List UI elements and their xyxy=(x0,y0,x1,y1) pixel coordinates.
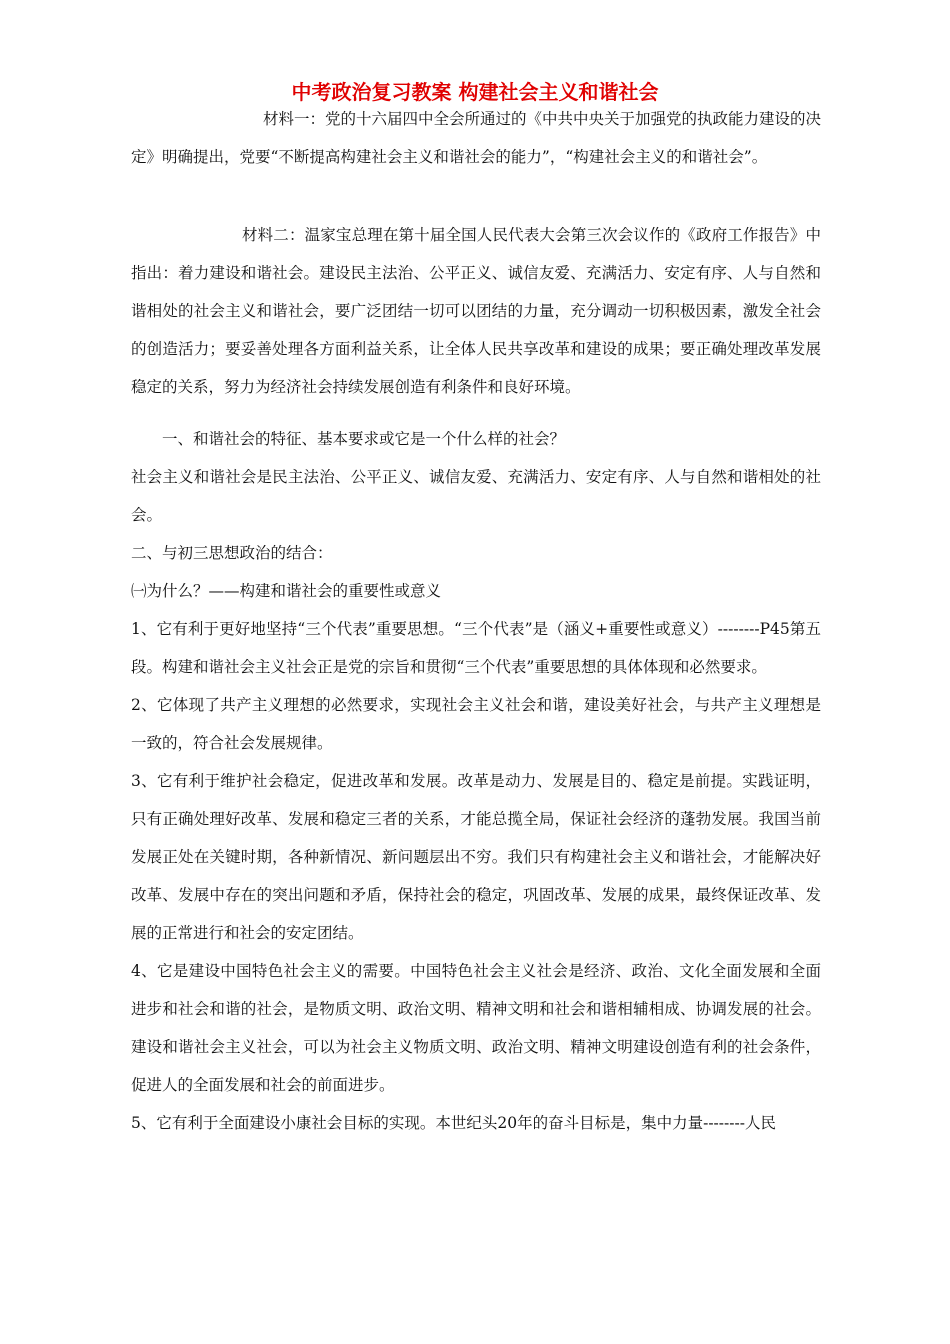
material-one-paragraph: 材料一：党的十六届四中全会所通过的《中共中央关于加强党的执政能力建设的决定》明确提出，党要“不断提高构建社会主义和谐社会的能力”，“构建社会主义的和谐社会”。 xyxy=(131,110,822,166)
point-paragraph: 3、它有利于维护社会稳定，促进改革和发展。改革是动力、发展是目的、稳定是前提。实践证明，只有正确处理好改革、发展和稳定三者的关系，才能总揽全局，保证社会经济的蓬勃发展。我国当前发展正处在关键时期，各种新情况、新问题层出不穷。我们只有构建社会主义和谐社会，才能解决好改革、发展中存在的突出问题和矛盾，保持社会的稳定，巩固改革、发展的成果，最终保证改革、发展的正常进行和社会的安定团结。 xyxy=(131,772,821,942)
material-two-block xyxy=(131,216,821,406)
point-paragraph: 1、它有利于更好地坚持“三个代表”重要思想。“三个代表”是（涵义+重要性或意义）--------P45第五段。构建和谐社会主义社会正是党的宗旨和贯彻“三个代表”重要思想的具体体现和必然要求。 xyxy=(131,620,821,676)
main-content xyxy=(131,420,821,1142)
section-two-heading: 二、与初三思想政治的结合： xyxy=(131,544,333,562)
section-one-heading: 一、和谐社会的特征、基本要求或它是一个什么样的社会？ xyxy=(162,430,566,448)
section-one-body: 社会主义和谐社会是民主法治、公平正义、诚信友爱、充满活力、安定有序、人与自然和谐相处的社会。 xyxy=(131,468,821,524)
subheading-why: ㈠为什么？——构建和谐社会的重要性或意义 xyxy=(131,582,442,600)
point-paragraph: 2、它体现了共产主义理想的必然要求，实现社会主义社会和谐，建设美好社会，与共产主义理想是一致的，符合社会发展规律。 xyxy=(131,696,821,752)
point-paragraph: 5、它有利于全面建设小康社会目标的实现。本世纪头20年的奋斗目标是，集中力量--------人民 xyxy=(131,1114,776,1132)
material-one-block xyxy=(131,100,821,176)
material-two-paragraph: 材料二：温家宝总理在第十届全国人民代表大会第三次会议作的《政府工作报告》中指出：着力建设和谐社会。建设民主法治、公平正义、诚信友爱、充满活力、安定有序、人与自然和谐相处的社会主义和谐社会，要广泛团结一切可以团结的力量，充分调动一切积极因素，激发全社会的创造活力；要妥善处理各方面利益关系，让全体人民共享改革和建设的成果；要正确处理改革发展稳定的关系，努力为经济社会持续发展创造有利条件和良好环境。 xyxy=(131,226,821,396)
document-title: 中考政治复习教案 构建社会主义和谐社会 xyxy=(291,80,659,104)
point-paragraph: 4、它是建设中国特色社会主义的需要。中国特色社会主义社会是经济、政治、文化全面发展和全面进步和社会和谐的社会，是物质文明、政治文明、精神文明和社会和谐相辅相成、协调发展的社会。建设和谐社会主义社会，可以为社会主义物质文明、政治文明、精神文明建设创造有利的社会条件，促进人的全面发展和社会的前面进步。 xyxy=(131,962,821,1094)
